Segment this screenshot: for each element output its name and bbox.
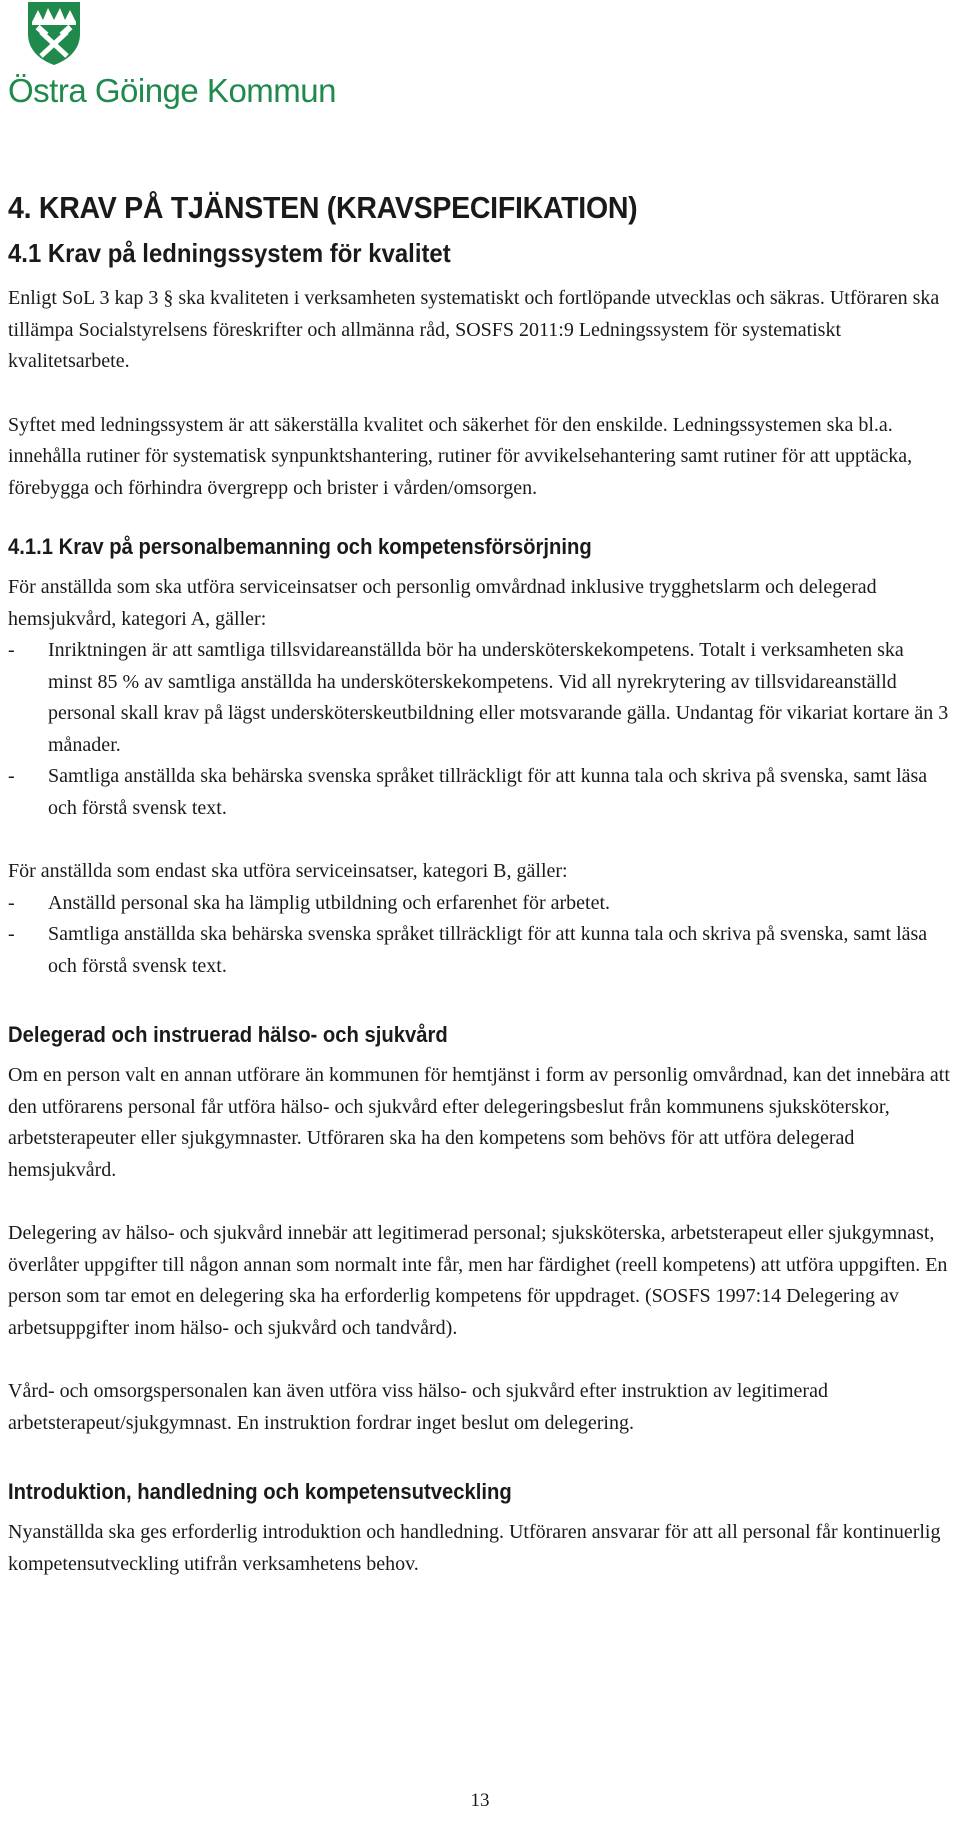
paragraph: För anställda som ska utföra serviceinsatser och personlig omvårdnad inklusive trygghetslarm och delegerad hemsjukvård, kategori A, gäller:: [8, 576, 877, 630]
paragraph: Vård- och omsorgspersonalen kan även utföra viss hälso- och sjukvård efter instruktion av legitimerad arbetsterapeut/sjukgymnast. En instruktion fordrar inget beslut om delegering.: [8, 1380, 828, 1434]
paragraph: Delegering av hälso- och sjukvård innebär att legitimerad personal; sjuksköterska, arbetsterapeut eller sjukgymnast, överlåter uppgifter till någon annan som normalt inte får, men har färdighet (reell kompetens) att utföra uppgiften. En person som tar emot en delegering ska ha erforderlig kompetens för uppdraget. (SOSFS 1997:14 Delegering av arbetsuppgifter inom hälso- och sjukvård och tandvård).: [8, 1222, 948, 1339]
list-item: - Samtliga anställda ska behärska svenska språket tillräckligt för att kunna tala och skriva på svenska, samt läsa och förstå svensk text.: [8, 919, 953, 982]
paragraph: Enligt SoL 3 kap 3 § ska kvaliteten i verksamheten systematiskt och fortlöpande utvecklas och säkras. Utföraren ska tillämpa Socialstyrelsens föreskrifter och allmänna råd, SOSFS 2011:9 Ledningssystem för systematiskt kvalitetsarbete.: [8, 287, 940, 372]
paragraph: Nyanställda ska ges erforderlig introduktion och handledning. Utföraren ansvarar för att all personal får kontinuerlig kompetensutveckling utifrån verksamhetens behov.: [8, 1521, 941, 1575]
paragraph: För anställda som endast ska utföra serviceinsatser, kategori B, gäller:: [8, 860, 568, 882]
section-heading: 4. KRAV PÅ TJÄNSTEN (KRAVSPECIFIKATION): [8, 190, 638, 225]
requirements-list-b: [8, 888, 953, 983]
paragraph: Syftet med ledningssystem är att säkerställa kvalitet och säkerhet för den enskilde. Ledningssystemen ska bl.a. innehålla rutiner för systematisk synpunktshantering, rutiner för avvikelsehantering samt rutiner för att upptäcka, förebygga och förhindra övergrepp och brister i vården/omsorgen.: [8, 413, 913, 499]
subsubsection-heading: 4.1.1 Krav på personalbemanning och kompetensförsörjning: [8, 534, 592, 559]
paragraph: Om en person valt en annan utförare än kommunen för hemtjänst i form av personlig omvårdnad, kan det innebära att den utförarens personal får utföra hälso- och sjukvård efter delegeringsbeslut från kommunens sjuksköterskor, arbetsterapeuter eller sjukgymnaster. Utföraren ska ha den kompetens som behövs för att utföra delegerad hemsjukvård.: [8, 1064, 950, 1181]
subsubsection-heading: Introduktion, handledning och kompetensutveckling: [8, 1479, 512, 1504]
page-number: 13: [470, 1790, 490, 1811]
subsubsection-heading: Delegerad och instruerad hälso- och sjukvård: [8, 1022, 448, 1047]
municipality-name: Östra Göinge Kommun: [8, 72, 336, 109]
municipality-logo: [6, 0, 336, 120]
list-item: - Anställd personal ska ha lämplig utbildning och erfarenhet för arbetet.: [8, 888, 953, 920]
list-item: - Samtliga anställda ska behärska svenska språket tillräckligt för att kunna tala och skriva på svenska, samt läsa och förstå svensk text.: [8, 761, 953, 824]
list-item: - Inriktningen är att samtliga tillsvidareanställda bör ha undersköterskekompetens. Totalt i verksamheten ska minst 85 % av samtliga anställda ha undersköterskekompetens. Vid all nyrekrytering av tillsvidareanställd personal skall krav på lägst undersköterskeutbildning eller motsvarande gälla. Undantag för vikariat kortare än 3 månader.: [8, 635, 953, 761]
coat-of-arms-icon: [26, 0, 82, 66]
document-body: [8, 190, 953, 1580]
subsection-heading: 4.1 Krav på ledningssystem för kvalitet: [8, 238, 451, 268]
requirements-list-a: [8, 635, 953, 824]
